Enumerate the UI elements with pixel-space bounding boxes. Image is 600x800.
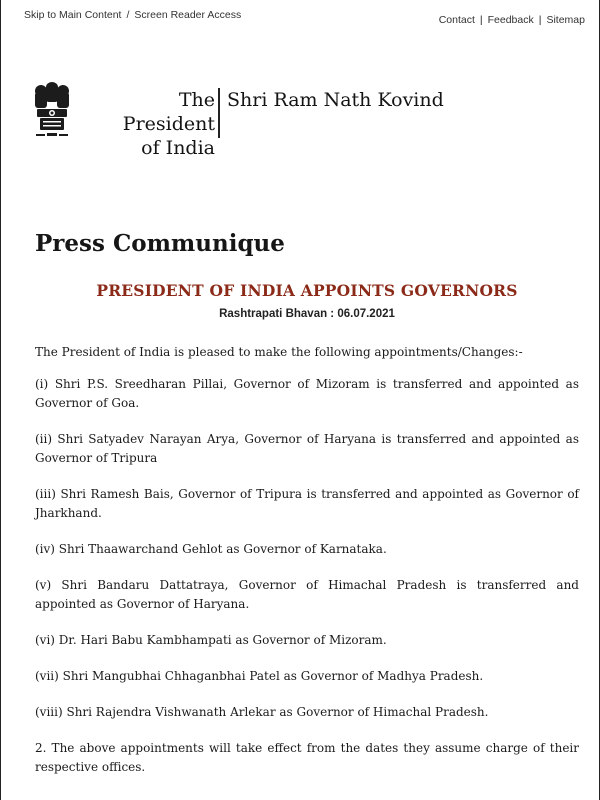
president-name: Shri Ram Nath Kovind	[227, 89, 444, 111]
pipe-separator: |	[538, 14, 542, 26]
feedback-link[interactable]: Feedback	[487, 14, 534, 26]
release-subject: PRESIDENT OF INDIA APPOINTS GOVERNORS	[96, 281, 518, 300]
utility-links	[439, 14, 585, 26]
press-release	[35, 230, 579, 789]
appointment-item: (iv) Shri Thaawarchand Gehlot as Governor of Karnataka.	[35, 542, 387, 556]
accessibility-links	[24, 9, 241, 21]
skip-to-main-link[interactable]: Skip to Main Content	[24, 9, 122, 21]
link-separator: /	[126, 9, 130, 21]
top-utility-bar	[1, 0, 599, 34]
header-divider	[218, 88, 220, 138]
appointment-item: (iii) Shri Ramesh Bais, Governor of Tripura is transferred and appointed as Governor of Jharkhand.	[35, 487, 579, 520]
release-closing: 2. The above appointments will take effect from the dates they assume charge of their respective offices.	[35, 741, 579, 774]
screen-reader-access-link[interactable]: Screen Reader Access	[134, 9, 242, 21]
pipe-separator: |	[479, 14, 483, 26]
title-line-1: The President	[122, 89, 215, 135]
appointment-item: (ii) Shri Satyadev Narayan Arya, Governor of Haryana is transferred and appointed as Governor of Tripura	[35, 432, 579, 465]
appointment-item: (i) Shri P.S. Sreedharan Pillai, Governor of Mizoram is transferred and appointed as Governor of Goa.	[35, 377, 579, 410]
site-header	[31, 78, 451, 159]
site-title[interactable]	[83, 88, 215, 160]
contact-link[interactable]: Contact	[438, 14, 475, 26]
appointment-item: (viii) Shri Rajendra Vishwanath Arlekar as Governor of Himachal Pradesh.	[35, 705, 489, 719]
appointment-item: (vi) Dr. Hari Babu Kambhampati as Governor of Mizoram.	[35, 633, 387, 647]
page-title: Press Communique	[35, 230, 285, 257]
release-dateline: Rashtrapati Bhavan : 06.07.2021	[219, 308, 395, 320]
sitemap-link[interactable]: Sitemap	[546, 14, 585, 26]
appointment-item: (v) Shri Bandaru Dattatraya, Governor of Himachal Pradesh is transferred and appointed as Governor of Haryana.	[35, 578, 579, 611]
title-line-2: of India	[141, 137, 215, 159]
appointment-item: (vii) Shri Mangubhai Chhaganbhai Patel as Governor of Madhya Pradesh.	[35, 669, 484, 683]
appointments-list	[35, 375, 579, 722]
release-intro: The President of India is pleased to make the following appointments/Changes:-	[35, 345, 523, 359]
national-emblem-icon[interactable]	[31, 78, 73, 144]
